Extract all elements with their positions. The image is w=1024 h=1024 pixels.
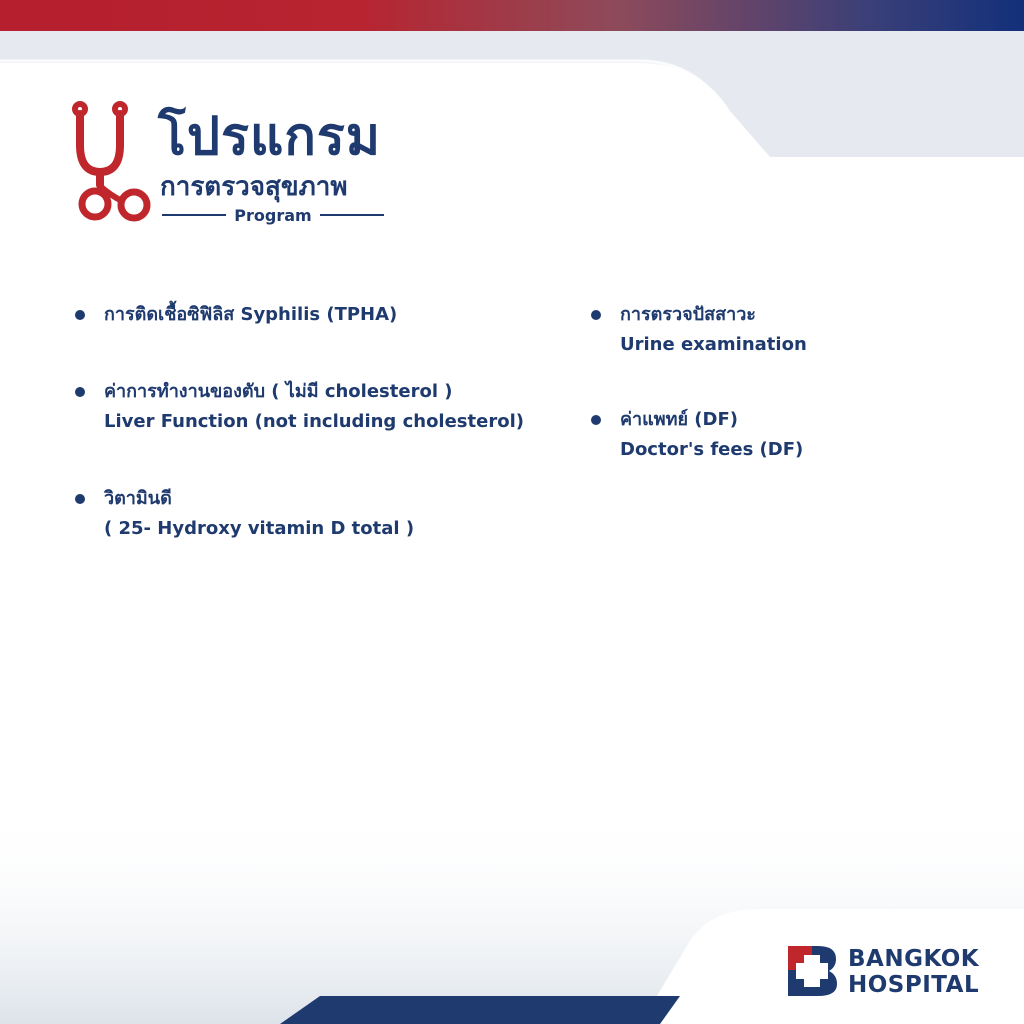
list-item — [72, 300, 532, 330]
divider-right — [320, 214, 384, 216]
bullet-icon — [591, 415, 601, 425]
bullet-icon — [75, 387, 85, 397]
item-line-secondary: Doctor's fees (DF) — [620, 439, 804, 460]
item-line-primary: การตรวจปัสสาวะ — [620, 304, 756, 325]
item-line-primary: ค่าการทำงานของตับ ( ไม่มี cholesterol ) — [104, 381, 453, 402]
program-label-row — [162, 204, 384, 226]
page-title: โปรแกรม — [158, 107, 382, 167]
stethoscope-icon — [70, 100, 160, 225]
item-line-secondary: Urine examination — [620, 334, 807, 355]
divider-left — [162, 214, 226, 216]
logo-wordmark — [848, 946, 979, 998]
list-item — [72, 484, 532, 544]
program-label: Program — [234, 205, 312, 225]
top-gradient-bar — [0, 0, 1024, 31]
page-subtitle: การตรวจสุขภาพ — [160, 172, 348, 202]
right-item-list — [588, 300, 988, 465]
item-line-primary: วิตามินดี — [104, 488, 172, 509]
list-item — [72, 377, 532, 437]
list-item — [588, 405, 988, 465]
bangkok-hospital-logo-icon — [788, 946, 838, 996]
bullet-icon — [75, 310, 85, 320]
bullet-icon — [591, 310, 601, 320]
bullet-icon — [75, 494, 85, 504]
item-line-secondary: Liver Function (not including cholesterol) — [104, 411, 524, 432]
item-line-primary: การติดเชื้อซิฟิลิส Syphilis (TPHA) — [104, 304, 398, 325]
logo-line-2: HOSPITAL — [848, 972, 980, 998]
item-line-primary: ค่าแพทย์ (DF) — [620, 409, 738, 430]
left-item-list — [72, 300, 532, 544]
item-line-secondary: ( 25- Hydroxy vitamin D total ) — [104, 518, 415, 539]
program-header — [70, 100, 410, 230]
logo-line-1: BANGKOK — [848, 946, 980, 972]
bangkok-hospital-logo — [788, 944, 998, 1000]
list-item — [588, 300, 988, 360]
